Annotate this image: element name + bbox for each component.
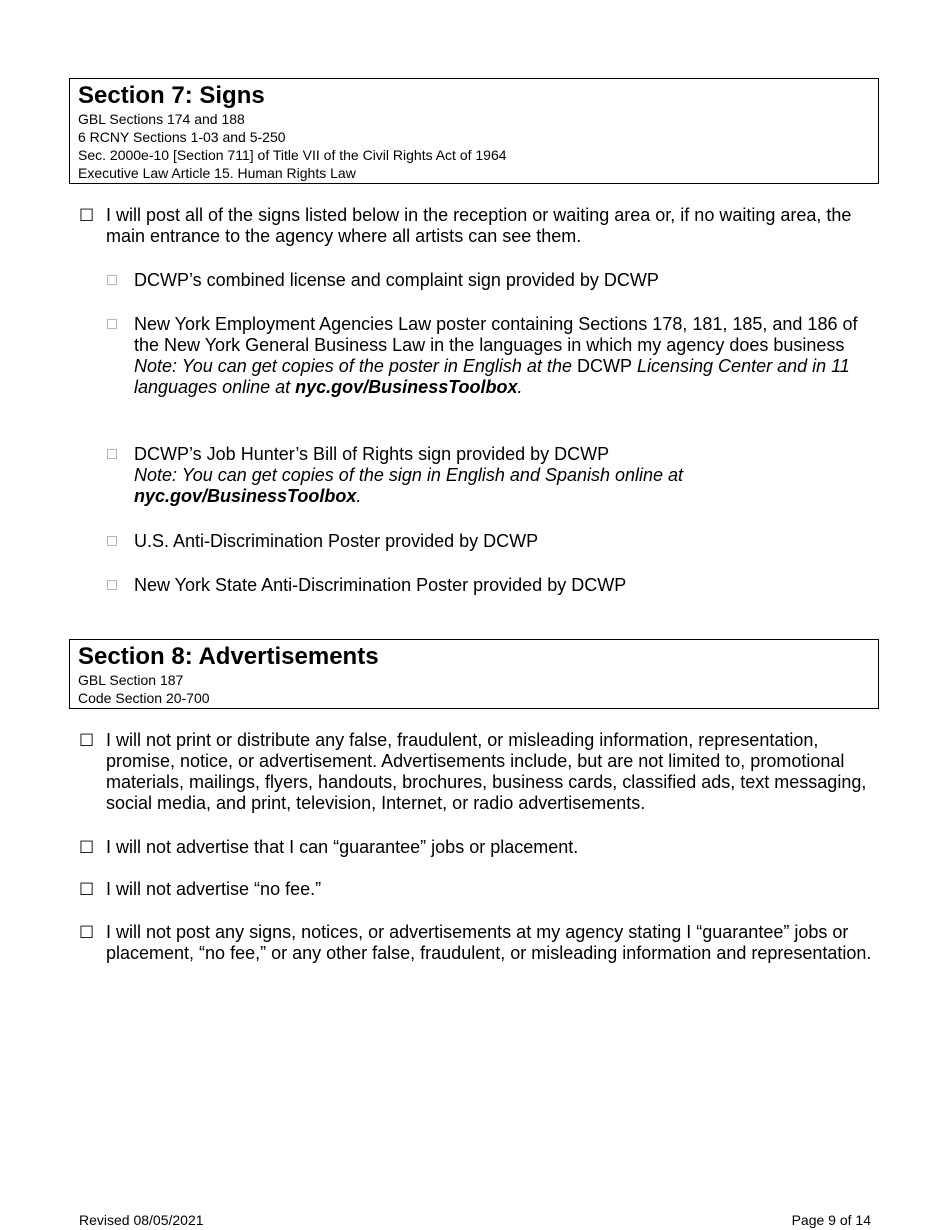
org-name: DCWP [576,356,632,376]
business-toolbox-link[interactable]: nyc.gov/BusinessToolbox [134,486,357,506]
sign-item-label: New York State Anti-Discrimination Poster provided by DCWP [134,575,627,595]
sign-item-label: DCWP’s combined license and complaint sign provided by DCWP [134,270,659,290]
signs-posting-text: I will post all of the signs listed below in the reception or waiting area or, if no waiting area, the main entrance to the agency where all artists can see them. [106,205,852,246]
sign-item-combined-license [107,270,879,291]
advertisement-item-text: I will not post any signs, notices, or advertisements at my agency stating I “guarantee” jobs or placement, “no fee,” or any other false, fraudulent, or misleading information and representation. [106,922,872,963]
checkbox[interactable] [107,319,117,329]
checkbox[interactable] [107,449,117,459]
sign-item-job-hunter-rights [107,444,879,507]
section-8-title: Section 8: Advertisements [78,643,379,670]
section-8-ref: GBL Section 187 [78,672,184,688]
section-7-ref: GBL Sections 174 and 188 [78,111,245,127]
sign-item-text: DCWP’s Job Hunter’s Bill of Rights sign provided by DCWP [134,444,610,464]
page-number: Page 9 of 14 [791,1212,871,1228]
checkbox[interactable]: ☐ [79,880,95,899]
advertisement-item-text: I will not print or distribute any false, fraudulent, or misleading information, representation, promise, notice, or advertisement. Advertisements include, but are not limited to, promotional materials, mailings, flyers, handouts, brochures, business cards, classified ads, text messaging, social media, and print, television, Internet, or radio advertisements. [106,730,867,813]
checkbox[interactable]: ☐ [79,838,95,857]
checkbox[interactable] [107,536,117,546]
checkbox[interactable]: ☐ [79,206,95,225]
revision-date: Revised 08/05/2021 [79,1212,204,1228]
section-7-ref: Executive Law Article 15. Human Rights Law [78,165,356,181]
advertisement-item [79,922,879,964]
sign-item-label [134,444,879,507]
sign-item-text: New York Employment Agencies Law poster containing Sections 178, 181, 185, and 186 of the New York General Business Law in the languages in which my agency does business [134,314,858,355]
checkbox[interactable] [107,580,117,590]
sign-item-employment-law-poster [107,314,879,398]
advertisement-item-text: I will not advertise that I can “guarantee” jobs or placement. [106,837,579,857]
checkbox[interactable]: ☐ [79,923,95,942]
checkbox[interactable] [107,275,117,285]
advertisement-item [79,730,879,814]
section-7-title: Section 7: Signs [78,82,265,109]
section-7-ref: Sec. 2000e-10 [Section 711] of Title VII of the Civil Rights Act of 1964 [78,147,507,163]
sign-item-label: U.S. Anti-Discrimination Poster provided by DCWP [134,531,539,551]
checkbox[interactable]: ☐ [79,731,95,750]
section-8-header [69,639,879,709]
sign-item-note: Note: You can get copies of the sign in English and Spanish online at nyc.gov/BusinessToolbox. [134,465,684,506]
section-7-ref: 6 RCNY Sections 1-03 and 5-250 [78,129,286,145]
sign-item-us-anti-discrimination [107,531,879,552]
section-7-header [69,78,879,184]
section-8-ref: Code Section 20-700 [78,690,210,706]
sign-item-nys-anti-discrimination [107,575,879,596]
business-toolbox-link[interactable]: nyc.gov/BusinessToolbox [295,377,518,397]
advertisement-item [79,837,879,858]
advertisement-item [79,879,879,900]
signs-posting-item [79,205,879,247]
advertisement-item-text: I will not advertise “no fee.” [106,879,322,899]
sign-item-note: Note: You can get copies of the poster in English at the DCWP Licensing Center and in 11 languages online at nyc.gov/BusinessToolbox. [134,356,850,397]
sign-item-label [134,314,879,398]
